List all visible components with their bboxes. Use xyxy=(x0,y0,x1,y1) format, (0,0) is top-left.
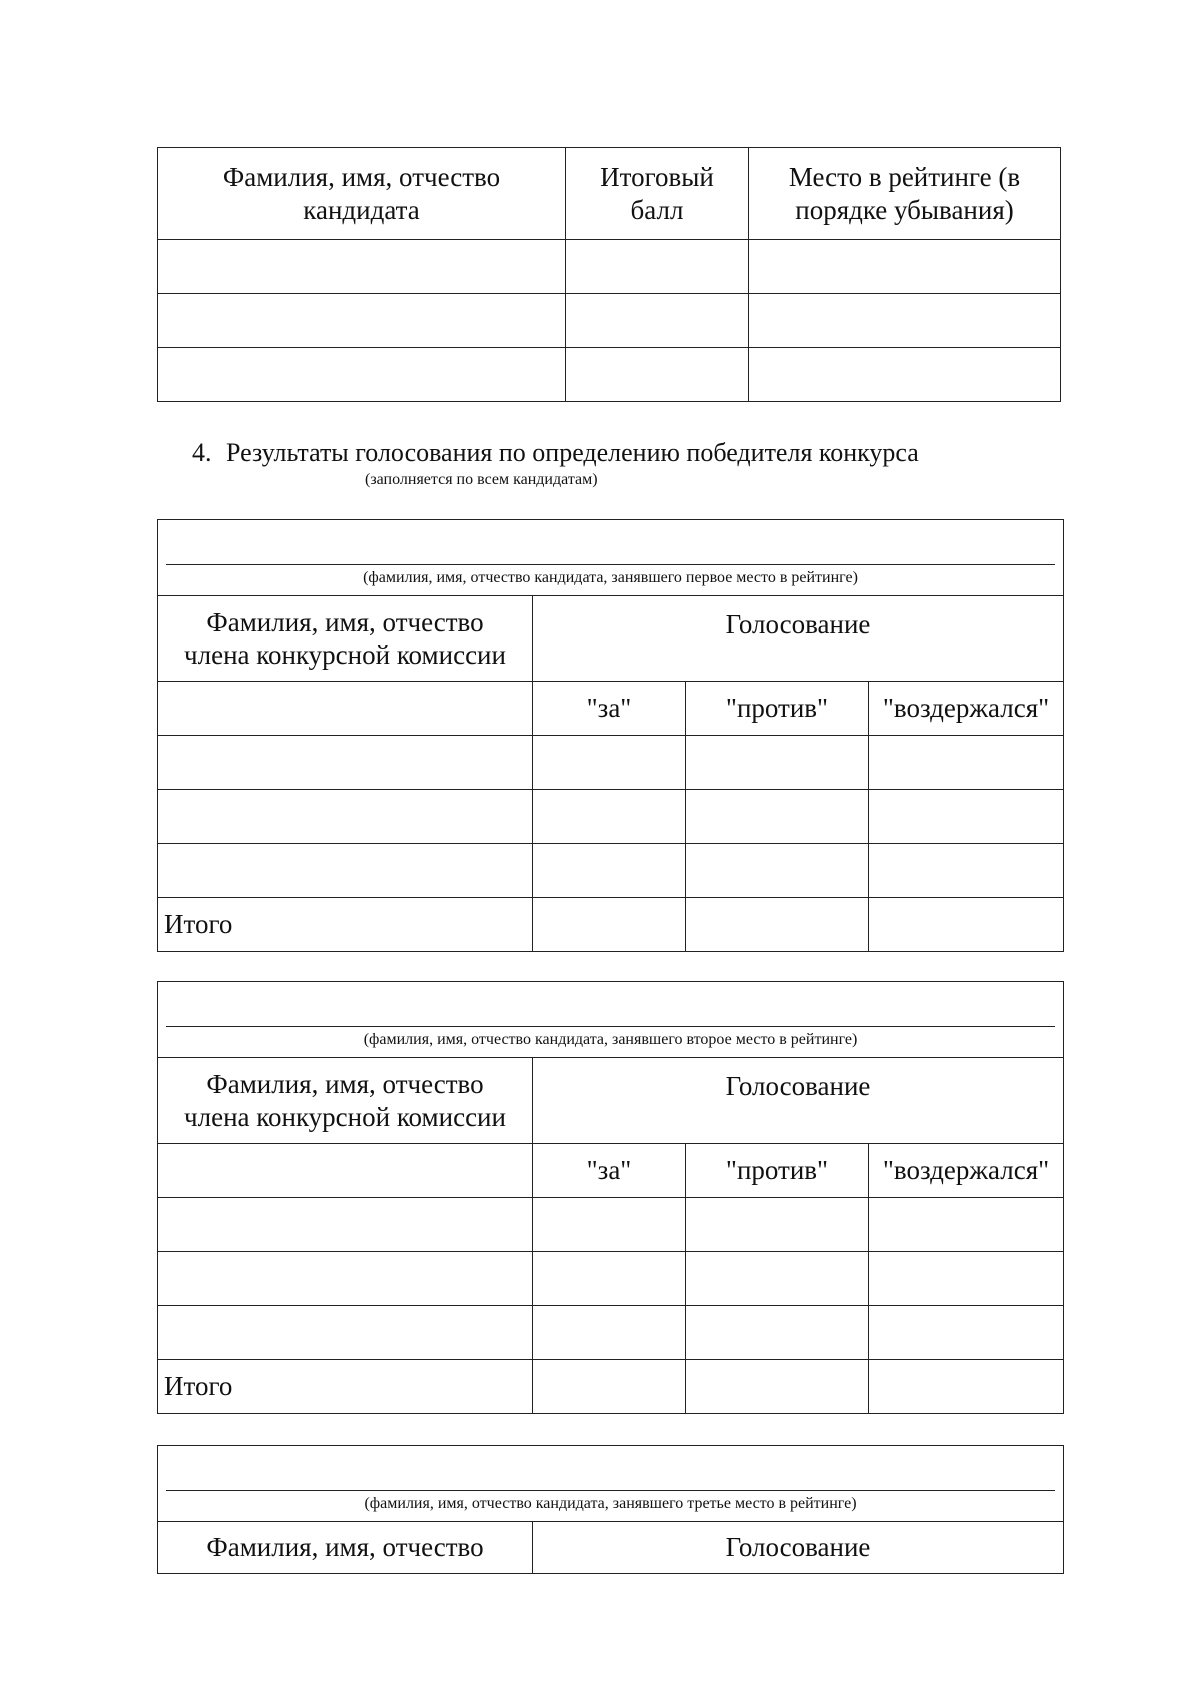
table-row xyxy=(158,844,1064,898)
table-row xyxy=(158,294,1061,348)
cell-score-input[interactable] xyxy=(566,294,749,348)
total-against-cell[interactable] xyxy=(686,1360,869,1414)
vote-against-cell[interactable] xyxy=(686,790,869,844)
option-for: "за" xyxy=(533,682,686,736)
total-for-cell[interactable] xyxy=(533,898,686,952)
table-row xyxy=(158,240,1061,294)
member-name-cell[interactable] xyxy=(158,682,533,736)
rating-table xyxy=(157,147,1061,402)
vote-table-second-place xyxy=(157,981,1064,1414)
total-label: Итого xyxy=(158,898,533,952)
table-row xyxy=(158,1306,1064,1360)
candidate-caption: (фамилия, имя, отчество кандидата, занявшего первое место в рейтинге) xyxy=(363,569,858,586)
table-row xyxy=(158,1252,1064,1306)
member-name-cell[interactable] xyxy=(158,1252,533,1306)
cell-score-input[interactable] xyxy=(566,240,749,294)
vote-table-first-place xyxy=(157,519,1064,952)
cell-candidate-input[interactable] xyxy=(158,348,566,402)
candidate-name-input-line[interactable] xyxy=(166,988,1055,1027)
voting-header: Голосование xyxy=(533,1522,1064,1574)
member-header: Фамилия, имя, отчество члена конкурсной комиссии xyxy=(158,1058,533,1144)
vote-table-third-place xyxy=(157,1445,1064,1574)
header-final-score: Итоговый балл xyxy=(566,148,749,240)
member-name-cell[interactable] xyxy=(158,736,533,790)
option-against: "против" xyxy=(686,1144,869,1198)
table-row xyxy=(158,348,1061,402)
vote-for-cell[interactable] xyxy=(533,790,686,844)
vote-abstain-cell[interactable] xyxy=(869,790,1064,844)
member-name-cell[interactable] xyxy=(158,844,533,898)
cell-candidate-input[interactable] xyxy=(158,294,566,348)
section-number: 4. xyxy=(192,438,212,467)
candidate-name-input-line[interactable] xyxy=(166,1452,1055,1491)
vote-for-cell[interactable] xyxy=(533,844,686,898)
vote-for-cell[interactable] xyxy=(533,736,686,790)
section-note: (заполняется по всем кандидатам) xyxy=(365,471,598,488)
total-for-cell[interactable] xyxy=(533,1360,686,1414)
vote-against-cell[interactable] xyxy=(686,1198,869,1252)
candidate-caption-cell xyxy=(158,982,1064,1058)
vote-abstain-cell[interactable] xyxy=(869,1198,1064,1252)
total-abstain-cell[interactable] xyxy=(869,898,1064,952)
table-row xyxy=(158,1198,1064,1252)
vote-against-cell[interactable] xyxy=(686,736,869,790)
voting-header: Голосование xyxy=(533,596,1064,682)
section-heading xyxy=(192,438,919,468)
total-label: Итого xyxy=(158,1360,533,1414)
vote-abstain-cell[interactable] xyxy=(869,1306,1064,1360)
member-header: Фамилия, имя, отчество члена конкурсной комиссии xyxy=(158,596,533,682)
section-title: Результаты голосования по определению победителя конкурса xyxy=(226,438,919,467)
header-rating-place: Место в рейтинге (в порядке убывания) xyxy=(749,148,1061,240)
table-row xyxy=(158,736,1064,790)
vote-against-cell[interactable] xyxy=(686,1306,869,1360)
candidate-caption-cell xyxy=(158,520,1064,596)
table-row xyxy=(158,790,1064,844)
member-name-cell[interactable] xyxy=(158,1306,533,1360)
total-abstain-cell[interactable] xyxy=(869,1360,1064,1414)
member-name-cell[interactable] xyxy=(158,790,533,844)
vote-abstain-cell[interactable] xyxy=(869,844,1064,898)
option-abstain: "воздержался" xyxy=(869,682,1064,736)
cell-place-input[interactable] xyxy=(749,240,1061,294)
candidate-caption: (фамилия, имя, отчество кандидата, занявшего второе место в рейтинге) xyxy=(363,1031,858,1048)
cell-place-input[interactable] xyxy=(749,348,1061,402)
cell-score-input[interactable] xyxy=(566,348,749,402)
option-against: "против" xyxy=(686,682,869,736)
member-name-cell[interactable] xyxy=(158,1144,533,1198)
option-abstain: "воздержался" xyxy=(869,1144,1064,1198)
vote-abstain-cell[interactable] xyxy=(869,1252,1064,1306)
header-candidate-name: Фамилия, имя, отчество кандидата xyxy=(158,148,566,240)
member-header: Фамилия, имя, отчество xyxy=(158,1522,533,1574)
vote-for-cell[interactable] xyxy=(533,1198,686,1252)
member-name-cell[interactable] xyxy=(158,1198,533,1252)
candidate-caption-cell xyxy=(158,1446,1064,1522)
cell-candidate-input[interactable] xyxy=(158,240,566,294)
total-against-cell[interactable] xyxy=(686,898,869,952)
vote-against-cell[interactable] xyxy=(686,1252,869,1306)
cell-place-input[interactable] xyxy=(749,294,1061,348)
vote-for-cell[interactable] xyxy=(533,1252,686,1306)
vote-for-cell[interactable] xyxy=(533,1306,686,1360)
voting-header: Голосование xyxy=(533,1058,1064,1144)
vote-abstain-cell[interactable] xyxy=(869,736,1064,790)
candidate-name-input-line[interactable] xyxy=(166,526,1055,565)
option-for: "за" xyxy=(533,1144,686,1198)
candidate-caption: (фамилия, имя, отчество кандидата, занявшего третье место в рейтинге) xyxy=(364,1495,857,1512)
vote-against-cell[interactable] xyxy=(686,844,869,898)
